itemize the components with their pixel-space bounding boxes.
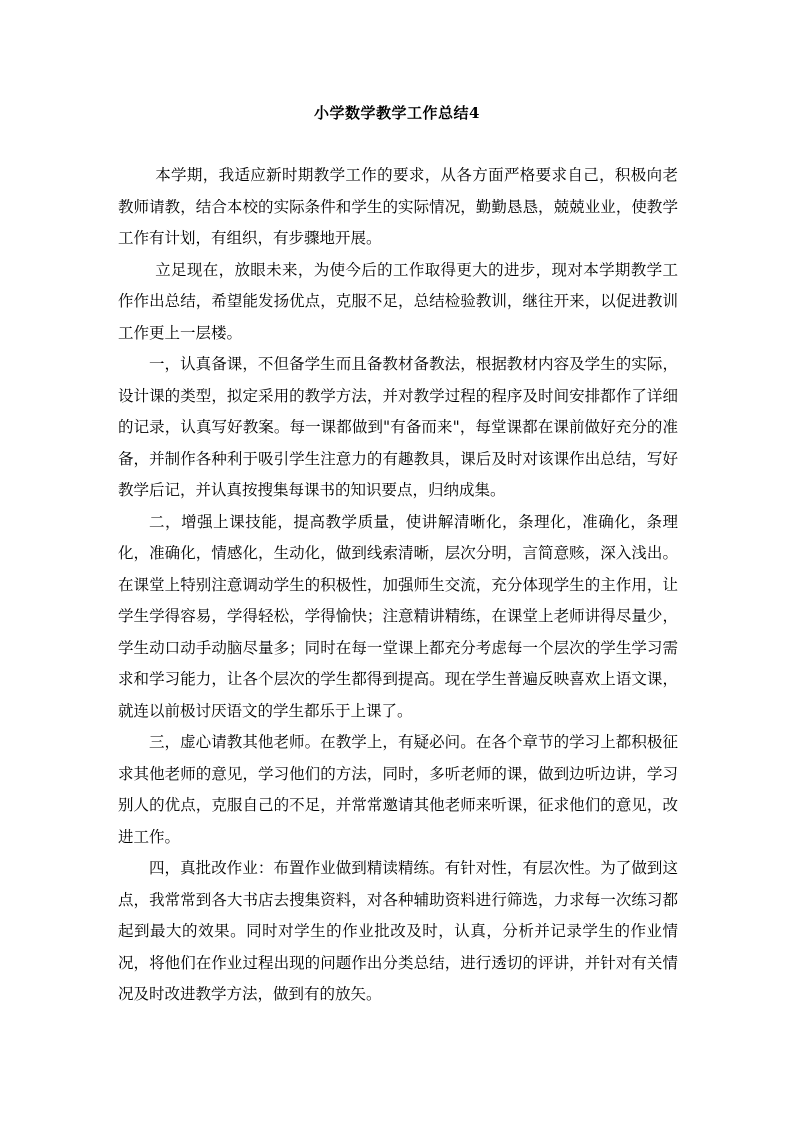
- paragraph-homework: 四，真批改作业：布置作业做到精读精练。有针对性，有层次性。为了做到这点，我常常到各大书店去搜集资料，对各种辅助资料进行筛选，力求每一次练习都起到最大的效果。同时对学生的作业批改及时，认真，分析并记录学生的作业情况，将他们在作业过程出现的问题作出分类总结，进行透切的评讲，并针对有关情况及时改进教学方法，做到有的放矢。: [118, 859, 678, 1003]
- paragraph-lesson-prep: 一，认真备课，不但备学生而且备教材备教法，根据教材内容及学生的实际，设计课的类型，拟定采用的教学方法，并对教学过程的程序及时间安排都作了详细的记录，认真写好教案。每一课都做到"有备而来"，每堂课都在课前做好充分的准备，并制作各种利于吸引学生注意力的有趣教具，课后及时对该课作出总结，写好教学后记，并认真按搜集每课书的知识要点，归纳成集。: [118, 355, 678, 499]
- paragraph-consult-teachers: 三，虚心请教其他老师。在教学上，有疑必问。在各个章节的学习上都积极征求其他老师的意见，学习他们的方法，同时，多听老师的课，做到边听边讲，学习别人的优点，克服自己的不足，并常常邀请其他老师来听课，征求他们的意见，改进工作。: [118, 733, 678, 846]
- document-body: [118, 160, 678, 1011]
- document-title: 小学数学教学工作总结4: [314, 104, 480, 122]
- paragraph-summary-purpose: 立足现在，放眼未来，为使今后的工作取得更大的进步，现对本学期教学工作作出总结，希望能发扬优点，克服不足，总结检验教训，继往开来，以促进教训工作更上一层楼。: [118, 260, 678, 342]
- paragraph-intro: 本学期，我适应新时期教学工作的要求，从各方面严格要求自己，积极向老教师请教，结合本校的实际条件和学生的实际情况，勤勤恳恳，兢兢业业，使教学工作有计划，有组织，有步骤地开展。: [118, 166, 678, 247]
- paragraph-teaching-skills: 二，增强上课技能，提高教学质量，使讲解清晰化，条理化，准确化，条理化，准确化，情感化，生动化，做到线索清晰，层次分明，言简意赅，深入浅出。在课堂上特别注意调动学生的积极性，加强师生交流，充分体现学生的主作用，让学生学得容易，学得轻松，学得愉快；注意精讲精练，在课堂上老师讲得尽量少，学生动口动手动脑尽量多；同时在每一堂课上都充分考虑每一个层次的学生学习需求和学习能力，让各个层次的学生都得到提高。现在学生普遍反映喜欢上语文课，就连以前极讨厌语文的学生都乐于上课了。: [118, 512, 678, 720]
